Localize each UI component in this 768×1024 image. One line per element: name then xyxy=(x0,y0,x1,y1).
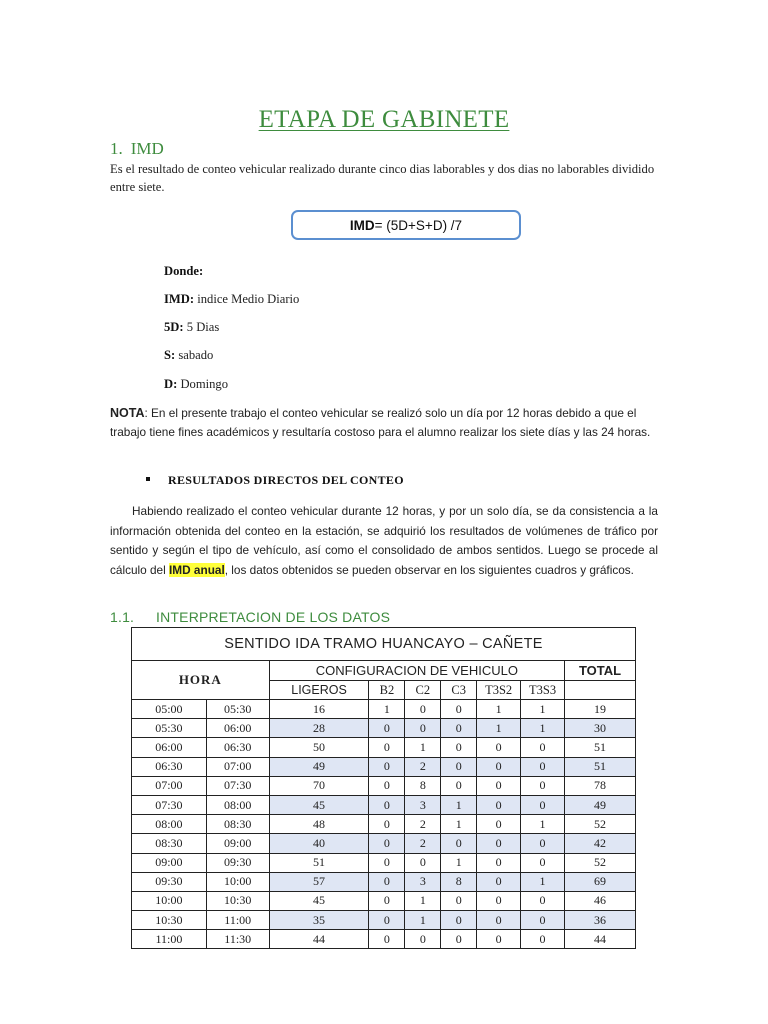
count-cell: 0 xyxy=(521,738,565,757)
definition-item xyxy=(164,377,228,392)
count-cell: 0 xyxy=(521,930,565,949)
count-cell: 1 xyxy=(521,872,565,891)
count-cell: 28 xyxy=(269,719,369,738)
time-cell: 10:00 xyxy=(132,891,207,910)
table-row xyxy=(132,834,636,853)
highlighted-text: IMD anual xyxy=(169,562,225,577)
count-cell: 45 xyxy=(269,891,369,910)
column-header: T3S3 xyxy=(521,681,565,700)
count-cell: 0 xyxy=(405,700,441,719)
definition-item xyxy=(164,264,203,279)
count-cell: 1 xyxy=(441,795,477,814)
table-row xyxy=(132,930,636,949)
time-cell: 08:30 xyxy=(206,815,269,834)
results-paragraph xyxy=(110,502,658,580)
section-title: IMD xyxy=(130,139,164,158)
time-cell: 09:30 xyxy=(132,872,207,891)
bullet-heading xyxy=(146,473,404,488)
table-row xyxy=(132,815,636,834)
count-cell: 1 xyxy=(477,700,521,719)
time-cell: 07:00 xyxy=(206,757,269,776)
total-header: TOTAL xyxy=(565,661,636,681)
total-cell: 69 xyxy=(565,872,636,891)
table-row xyxy=(132,891,636,910)
column-header: T3S2 xyxy=(477,681,521,700)
count-cell: 0 xyxy=(477,757,521,776)
time-cell: 06:30 xyxy=(132,757,207,776)
time-cell: 05:00 xyxy=(132,700,207,719)
count-cell: 3 xyxy=(405,872,441,891)
count-cell: 0 xyxy=(441,891,477,910)
count-cell: 1 xyxy=(405,891,441,910)
time-cell: 06:00 xyxy=(132,738,207,757)
count-cell: 2 xyxy=(405,815,441,834)
count-cell: 0 xyxy=(477,776,521,795)
count-cell: 35 xyxy=(269,911,369,930)
count-cell: 0 xyxy=(521,853,565,872)
table-header-row xyxy=(132,661,636,681)
count-cell: 0 xyxy=(405,719,441,738)
time-cell: 10:00 xyxy=(206,872,269,891)
column-header: C3 xyxy=(441,681,477,700)
count-cell: 1 xyxy=(521,700,565,719)
count-cell: 0 xyxy=(369,911,405,930)
count-cell: 0 xyxy=(369,795,405,814)
count-cell: 16 xyxy=(269,700,369,719)
count-cell: 0 xyxy=(477,930,521,949)
count-cell: 0 xyxy=(369,853,405,872)
count-cell: 0 xyxy=(441,757,477,776)
count-cell: 2 xyxy=(405,757,441,776)
count-cell: 2 xyxy=(405,834,441,853)
total-cell: 44 xyxy=(565,930,636,949)
total-cell: 42 xyxy=(565,834,636,853)
count-cell: 0 xyxy=(477,853,521,872)
count-cell: 70 xyxy=(269,776,369,795)
bullet-square-icon xyxy=(146,477,150,481)
count-cell: 8 xyxy=(441,872,477,891)
time-cell: 10:30 xyxy=(206,891,269,910)
time-cell: 11:30 xyxy=(206,930,269,949)
formula-label: IMD xyxy=(349,217,375,233)
nota-paragraph xyxy=(110,404,660,442)
count-cell: 0 xyxy=(521,834,565,853)
count-cell: 1 xyxy=(369,700,405,719)
count-cell: 0 xyxy=(477,834,521,853)
count-cell: 0 xyxy=(369,719,405,738)
count-cell: 51 xyxy=(269,853,369,872)
formula-box xyxy=(291,210,521,240)
paragraph-text-before: Habiendo realizado el conteo vehicular durante 12 horas, y por un solo día, se da consistencia a la información obtenida del conteo en la estación, se adquirió los resultados de volúmenes de tráfico por sentido y según el tipo de vehículo, así como el consolidado de ambos sentidos. Luego se procede al cálculo del xyxy=(110,504,658,577)
count-cell: 0 xyxy=(369,776,405,795)
definition-desc: sabado xyxy=(175,348,214,362)
table-row xyxy=(132,853,636,872)
table-row xyxy=(132,700,636,719)
count-cell: 0 xyxy=(441,776,477,795)
definition-term: IMD: xyxy=(164,292,195,306)
time-cell: 05:30 xyxy=(206,700,269,719)
nota-text: : En el presente trabajo el conteo vehicular se realizó solo un día por 12 horas debido a que el trabajo tiene fines académicos y resultaría costoso para el alumno realizar los siete días y las 24 horas. xyxy=(110,406,651,439)
count-cell: 0 xyxy=(441,834,477,853)
document-title: ETAPA DE GABINETE xyxy=(258,106,510,133)
definition-item xyxy=(164,348,213,363)
paragraph-text-after: , los datos obtenidos se pueden observar en los siguientes cuadros y gráficos. xyxy=(224,562,634,577)
bullet-heading-text: RESULTADOS DIRECTOS DEL CONTEO xyxy=(168,473,404,487)
count-cell: 0 xyxy=(441,700,477,719)
count-cell: 0 xyxy=(477,738,521,757)
count-cell: 0 xyxy=(369,872,405,891)
count-cell: 1 xyxy=(441,815,477,834)
config-header: CONFIGURACION DE VEHICULO xyxy=(269,661,564,681)
count-cell: 0 xyxy=(521,757,565,776)
table-title: SENTIDO IDA TRAMO HUANCAYO – CAÑETE xyxy=(132,628,636,661)
section-number: 1. xyxy=(110,139,123,158)
subsection-title: INTERPRETACION DE LOS DATOS xyxy=(156,609,391,625)
definition-term: D: xyxy=(164,377,178,391)
count-cell: 1 xyxy=(521,815,565,834)
formula-expression: = (5D+S+D) /7 xyxy=(374,217,463,233)
column-header-blank xyxy=(565,681,636,700)
time-cell: 09:00 xyxy=(206,834,269,853)
count-cell: 0 xyxy=(441,738,477,757)
count-cell: 0 xyxy=(441,930,477,949)
total-cell: 36 xyxy=(565,911,636,930)
count-cell: 0 xyxy=(405,853,441,872)
count-cell: 0 xyxy=(521,891,565,910)
count-cell: 0 xyxy=(369,834,405,853)
count-cell: 1 xyxy=(441,853,477,872)
subsection-number: 1.1. xyxy=(110,609,135,625)
count-cell: 0 xyxy=(369,930,405,949)
time-cell: 06:00 xyxy=(206,719,269,738)
table-row xyxy=(132,776,636,795)
section-heading xyxy=(110,139,164,159)
definition-desc: 5 Dias xyxy=(183,320,220,334)
traffic-count-table xyxy=(131,627,636,949)
count-cell: 0 xyxy=(441,719,477,738)
count-cell: 0 xyxy=(369,815,405,834)
table-body xyxy=(132,700,636,949)
count-cell: 0 xyxy=(477,872,521,891)
table-title-row xyxy=(132,628,636,661)
time-cell: 09:30 xyxy=(206,853,269,872)
total-cell: 51 xyxy=(565,738,636,757)
table-row xyxy=(132,911,636,930)
time-cell: 08:30 xyxy=(132,834,207,853)
column-header: B2 xyxy=(369,681,405,700)
table-row xyxy=(132,738,636,757)
definition-term: Donde: xyxy=(164,264,204,278)
time-cell: 11:00 xyxy=(132,930,207,949)
column-header: C2 xyxy=(405,681,441,700)
time-cell: 06:30 xyxy=(206,738,269,757)
intro-text: Es el resultado de conteo vehicular realizado durante cinco dias laborables y dos dias no laborables dividido entre siete. xyxy=(110,162,655,194)
count-cell: 0 xyxy=(477,911,521,930)
definition-term: S: xyxy=(164,348,176,362)
hora-header: HORA xyxy=(132,661,270,700)
total-cell: 78 xyxy=(565,776,636,795)
count-cell: 8 xyxy=(405,776,441,795)
total-cell: 52 xyxy=(565,815,636,834)
time-cell: 11:00 xyxy=(206,911,269,930)
count-cell: 0 xyxy=(521,795,565,814)
count-cell: 0 xyxy=(369,738,405,757)
definition-desc: Domingo xyxy=(177,377,229,391)
definition-desc: indice Medio Diario xyxy=(194,292,300,306)
count-cell: 0 xyxy=(521,776,565,795)
count-cell: 0 xyxy=(405,930,441,949)
total-cell: 49 xyxy=(565,795,636,814)
time-cell: 07:30 xyxy=(206,776,269,795)
table-row xyxy=(132,872,636,891)
count-cell: 0 xyxy=(521,911,565,930)
time-cell: 05:30 xyxy=(132,719,207,738)
count-cell: 45 xyxy=(269,795,369,814)
nota-label: NOTA xyxy=(110,406,145,420)
count-cell: 48 xyxy=(269,815,369,834)
total-cell: 30 xyxy=(565,719,636,738)
total-cell: 46 xyxy=(565,891,636,910)
count-cell: 0 xyxy=(477,795,521,814)
count-cell: 0 xyxy=(477,891,521,910)
table-row xyxy=(132,719,636,738)
table-row xyxy=(132,795,636,814)
count-cell: 0 xyxy=(369,891,405,910)
count-cell: 1 xyxy=(405,738,441,757)
definition-item xyxy=(164,292,299,307)
time-cell: 07:30 xyxy=(132,795,207,814)
count-cell: 0 xyxy=(369,757,405,776)
column-header: LIGEROS xyxy=(269,681,369,700)
count-cell: 0 xyxy=(477,815,521,834)
count-cell: 1 xyxy=(405,911,441,930)
time-cell: 07:00 xyxy=(132,776,207,795)
definition-term: 5D: xyxy=(164,320,184,334)
count-cell: 49 xyxy=(269,757,369,776)
count-cell: 1 xyxy=(477,719,521,738)
total-cell: 51 xyxy=(565,757,636,776)
table-row xyxy=(132,757,636,776)
time-cell: 09:00 xyxy=(132,853,207,872)
time-cell: 08:00 xyxy=(206,795,269,814)
count-cell: 40 xyxy=(269,834,369,853)
count-cell: 50 xyxy=(269,738,369,757)
count-cell: 3 xyxy=(405,795,441,814)
subsection-heading xyxy=(110,609,390,625)
time-cell: 10:30 xyxy=(132,911,207,930)
total-cell: 19 xyxy=(565,700,636,719)
total-cell: 52 xyxy=(565,853,636,872)
count-cell: 0 xyxy=(441,911,477,930)
definition-item xyxy=(164,320,219,335)
count-cell: 57 xyxy=(269,872,369,891)
count-cell: 1 xyxy=(521,719,565,738)
time-cell: 08:00 xyxy=(132,815,207,834)
count-cell: 44 xyxy=(269,930,369,949)
